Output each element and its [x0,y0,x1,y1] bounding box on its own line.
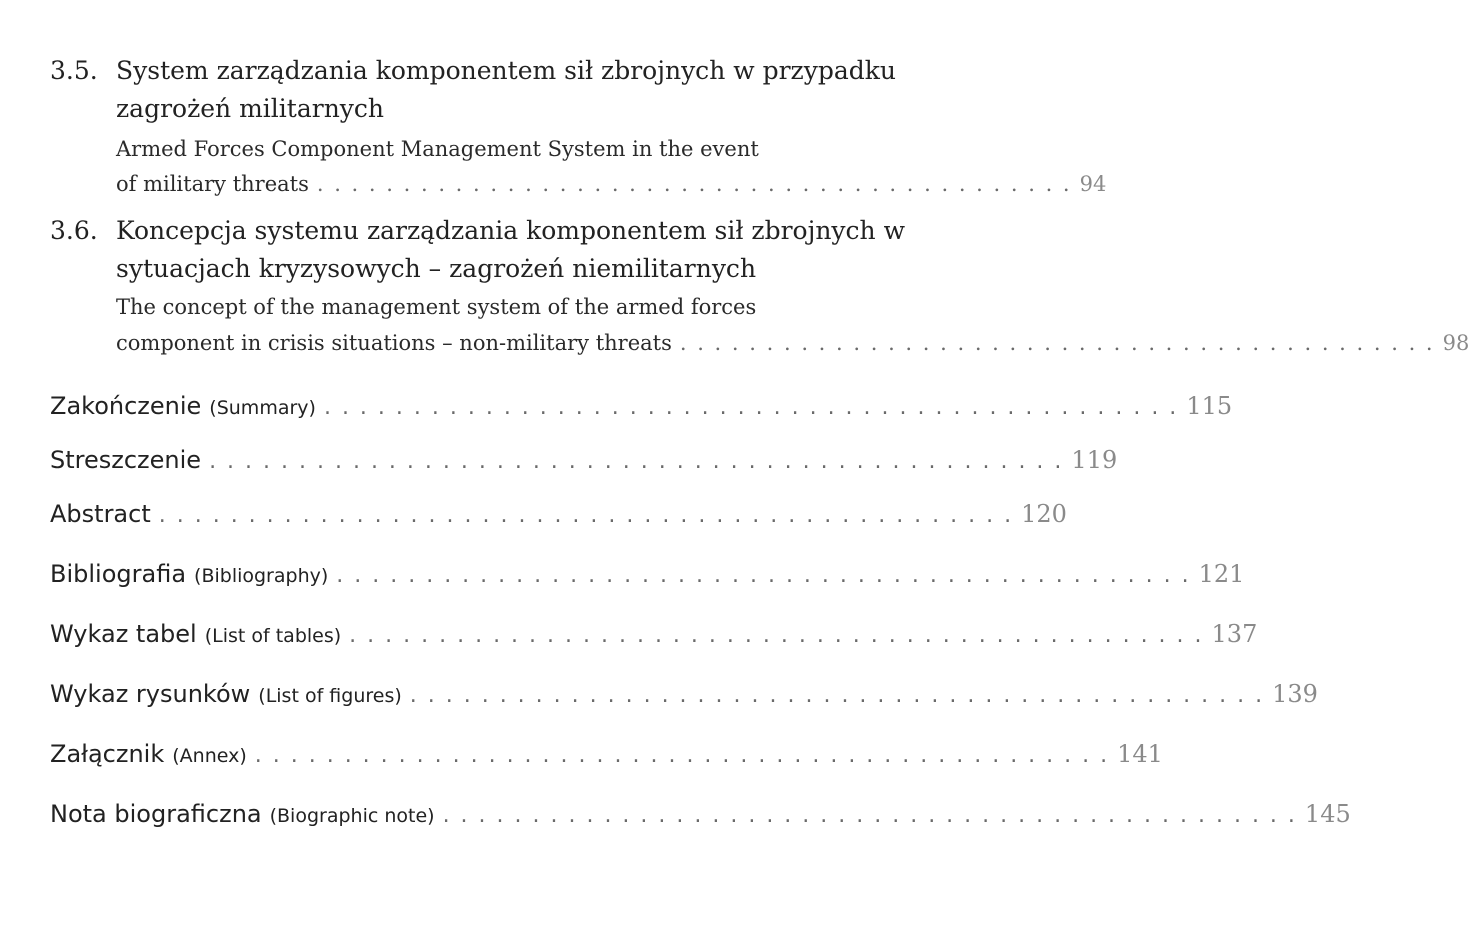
section-number: 3.6. [50,216,98,245]
page-number: 141 [1117,740,1163,768]
page-number: 137 [1211,620,1258,648]
entry-english-title: (Summary) [209,397,316,419]
leader-dots: . . . . . . . . . . . . . . . . . . . . . . . . . . . . . . . . . . . . . . . . . . . . . . . . [323,395,1179,420]
page-number: 119 [1071,446,1118,474]
toc-entry-zakonczenie [50,392,1233,420]
section-title: System zarządzania komponentem sił zbrojnych w przypadku zagrożeń militarnych [116,56,896,123]
section-english-title-line1: Armed Forces Component Management System in the event [116,137,759,161]
toc-entry-abstract [50,500,1067,528]
section-english-title-line2-row [116,167,1107,202]
entry-title: Wykaz rysunków [50,680,251,708]
section-english-title-line2: of military threats [116,172,309,196]
leader-dots: . . . . . . . . . . . . . . . . . . . . . . . . . . . . . . . . . . . . . . . . . . . . . . . . [409,683,1265,708]
toc-entry-zalacznik [50,740,1163,768]
toc-entry-nota-biograficzna [50,800,1351,828]
toc-section-3-6 [50,212,1469,372]
section-english-title-line2-row [116,326,1469,361]
section-title: Koncepcja systemu zarządzania komponentem sił zbrojnych w sytuacjach kryzysowych – zagrożeń niemilitarnych [116,216,906,283]
leader-dots: . . . . . . . . . . . . . . . . . . . . . . . . . . . . . . . . . . . . . . . . . . . . [316,172,1072,196]
leader-dots: . . . . . . . . . . . . . . . . . . . . . . . . . . . . . . . . . . . . . . . . . . . . . . . . [336,563,1191,588]
entry-title: Bibliografia [50,560,187,588]
entry-english-title: (Biographic note) [269,805,435,827]
entry-english-title: (List of figures) [258,685,402,707]
page-number: 94 [1079,172,1107,196]
entry-title: Streszczenie [50,446,202,474]
entry-title: Załącznik [50,740,165,768]
page-number: 121 [1198,560,1245,588]
entry-english-title: (List of tables) [204,625,342,647]
page-number: 139 [1272,680,1318,708]
page-number: 120 [1021,500,1067,528]
page-number: 145 [1304,800,1351,828]
section-english-title-line2: component in crisis situations – non-military threats [116,331,672,355]
toc-entry-wykaz-tabel [50,620,1258,648]
toc-entry-bibliografia [50,560,1245,588]
leader-dots: . . . . . . . . . . . . . . . . . . . . . . . . . . . . . . . . . . . . . . . . . . . . . . . . [254,743,1110,768]
leader-dots: . . . . . . . . . . . . . . . . . . . . . . . . . . . . . . . . . . . . . . . . . . . . [679,331,1435,355]
entry-title: Nota biograficzna [50,800,262,828]
entry-title: Zakończenie [50,392,202,420]
toc-section-3-5 [50,52,1107,212]
page-number: 98 [1442,331,1469,355]
toc-entry-wykaz-rysunkow [50,680,1318,708]
leader-dots: . . . . . . . . . . . . . . . . . . . . . . . . . . . . . . . . . . . . . . . . . . . . . . . . [158,503,1014,528]
leader-dots: . . . . . . . . . . . . . . . . . . . . . . . . . . . . . . . . . . . . . . . . . . . . . . . . [209,449,1064,474]
section-number: 3.5. [50,56,98,85]
leader-dots: . . . . . . . . . . . . . . . . . . . . . . . . . . . . . . . . . . . . . . . . . . . . . . . . [349,623,1204,648]
section-english-title-line1: The concept of the management system of the armed forces [116,295,757,319]
entry-title: Wykaz tabel [50,620,197,648]
entry-title: Abstract [50,500,151,528]
page-number: 115 [1186,392,1233,420]
leader-dots: . . . . . . . . . . . . . . . . . . . . . . . . . . . . . . . . . . . . . . . . . . . . . . . . [442,803,1297,828]
entry-english-title: (Annex) [172,745,247,767]
entry-english-title: (Bibliography) [194,565,329,587]
toc-entry-streszczenie [50,446,1118,474]
